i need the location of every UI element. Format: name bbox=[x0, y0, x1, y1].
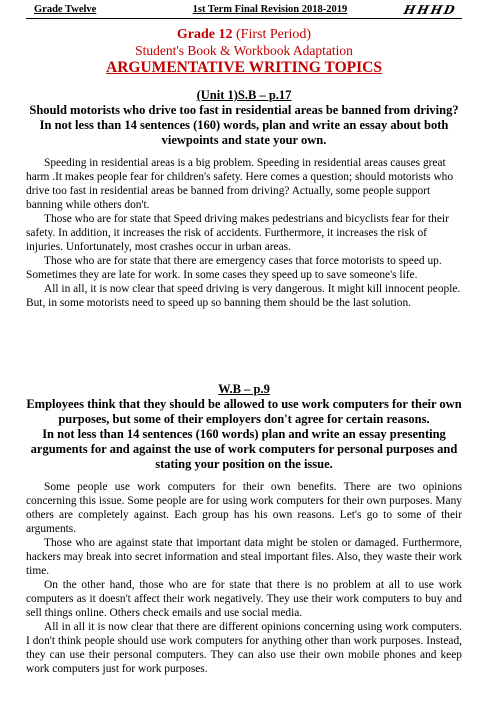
essay-paragraph: All in all, it is now clear that speed driving is very dangerous. It might kill innocent people. But, in some motorists need to speed up so banning them should be the last solution. bbox=[26, 283, 461, 309]
section-wb bbox=[26, 382, 462, 676]
section-sb-instruction: In not less than 14 sentences (160) words, plan and write an essay about both viewpoints and state your own. bbox=[39, 118, 449, 147]
header-term: 1st Term Final Revision 2018-2019 bbox=[192, 4, 348, 15]
essay-paragraph: Those who are against state that important data might be stolen or damaged. Furthermore, hackers may break into secret information and steal important files. Also, they waste their work time. bbox=[26, 537, 462, 577]
header-grade: Grade Twelve bbox=[34, 4, 97, 15]
grade-label: Grade 12 bbox=[176, 27, 233, 42]
section-wb-ref-wrap bbox=[26, 382, 462, 397]
section-sb-ref: (Unit 1)S.B – p.17 bbox=[196, 88, 292, 102]
subtitle: Student's Book & Workbook Adaptation bbox=[135, 43, 353, 58]
grade-title bbox=[26, 27, 462, 43]
essay-paragraph: Those who are for state that Speed driving makes pedestrians and bicyclists fear for their safety. In addition, it increases the risk of accidents. Furthermore, it increases the risk of injuries. Unfortunately, most crashes occur in urban areas. bbox=[26, 213, 449, 253]
essay-paragraph: On the other hand, those who are for state that there is no problem at all to use work computers as it doesn't affect their work negatively. They use their work computers to buy and sell things online. Others check emails and use social media. bbox=[26, 579, 462, 619]
essay-paragraph: Some people use work computers for their own benefits. There are two opinions concerning this issue. Some people are for using work computers for their own purposes. Many others are completely against. Each group has his own reasons. Let's go to some of their arguments. bbox=[26, 481, 462, 535]
essay-paragraph: Those who are for state that there are emergency cases that force motorists to speed up. Sometimes they are late for work. In some cases they speed up to save someone's life. bbox=[26, 255, 442, 281]
section-wb-question: Employees think that they should be allowed to use work computers for their own purposes, but some of their employers don't agree for certain reasons. bbox=[26, 397, 462, 426]
essay-paragraph: Speeding in residential areas is a big problem. Speeding in residential areas causes great harm .It makes people fear for children's safety. Here comes a question; should motorists who drive too fast in residential areas be banned from driving? Actually, some people support banning while others don't. bbox=[26, 157, 454, 211]
section-wb-essay bbox=[26, 480, 462, 676]
header-signature: HHHD bbox=[402, 2, 458, 17]
section-sb-question: Should motorists who drive too fast in residential areas be banned from driving? bbox=[29, 103, 459, 117]
header-rule bbox=[26, 18, 462, 19]
section-sb-ref-wrap bbox=[26, 88, 462, 103]
section-sb bbox=[26, 88, 462, 310]
main-heading: ARGUMENTATIVE WRITING TOPICS bbox=[106, 59, 382, 76]
period-label: (First Period) bbox=[236, 27, 312, 42]
section-wb-ref: W.B – p.9 bbox=[218, 382, 270, 396]
section-wb-instruction: In not less than 14 sentences (160 words) plan and write an essay presenting arguments for and against the use of work computers for personal purposes and stating your position on the issue. bbox=[30, 427, 458, 471]
essay-paragraph: All in all it is now clear that there are different opinions concerning using work computers. I don't think people should use work computers for anything other than work purposes. Instead, they can use their personal computers. They can also use their own mobile phones and keep work computers just for work purposes. bbox=[26, 621, 462, 675]
section-sb-essay bbox=[26, 156, 462, 310]
page-header bbox=[26, 0, 462, 19]
title-block bbox=[26, 27, 462, 77]
